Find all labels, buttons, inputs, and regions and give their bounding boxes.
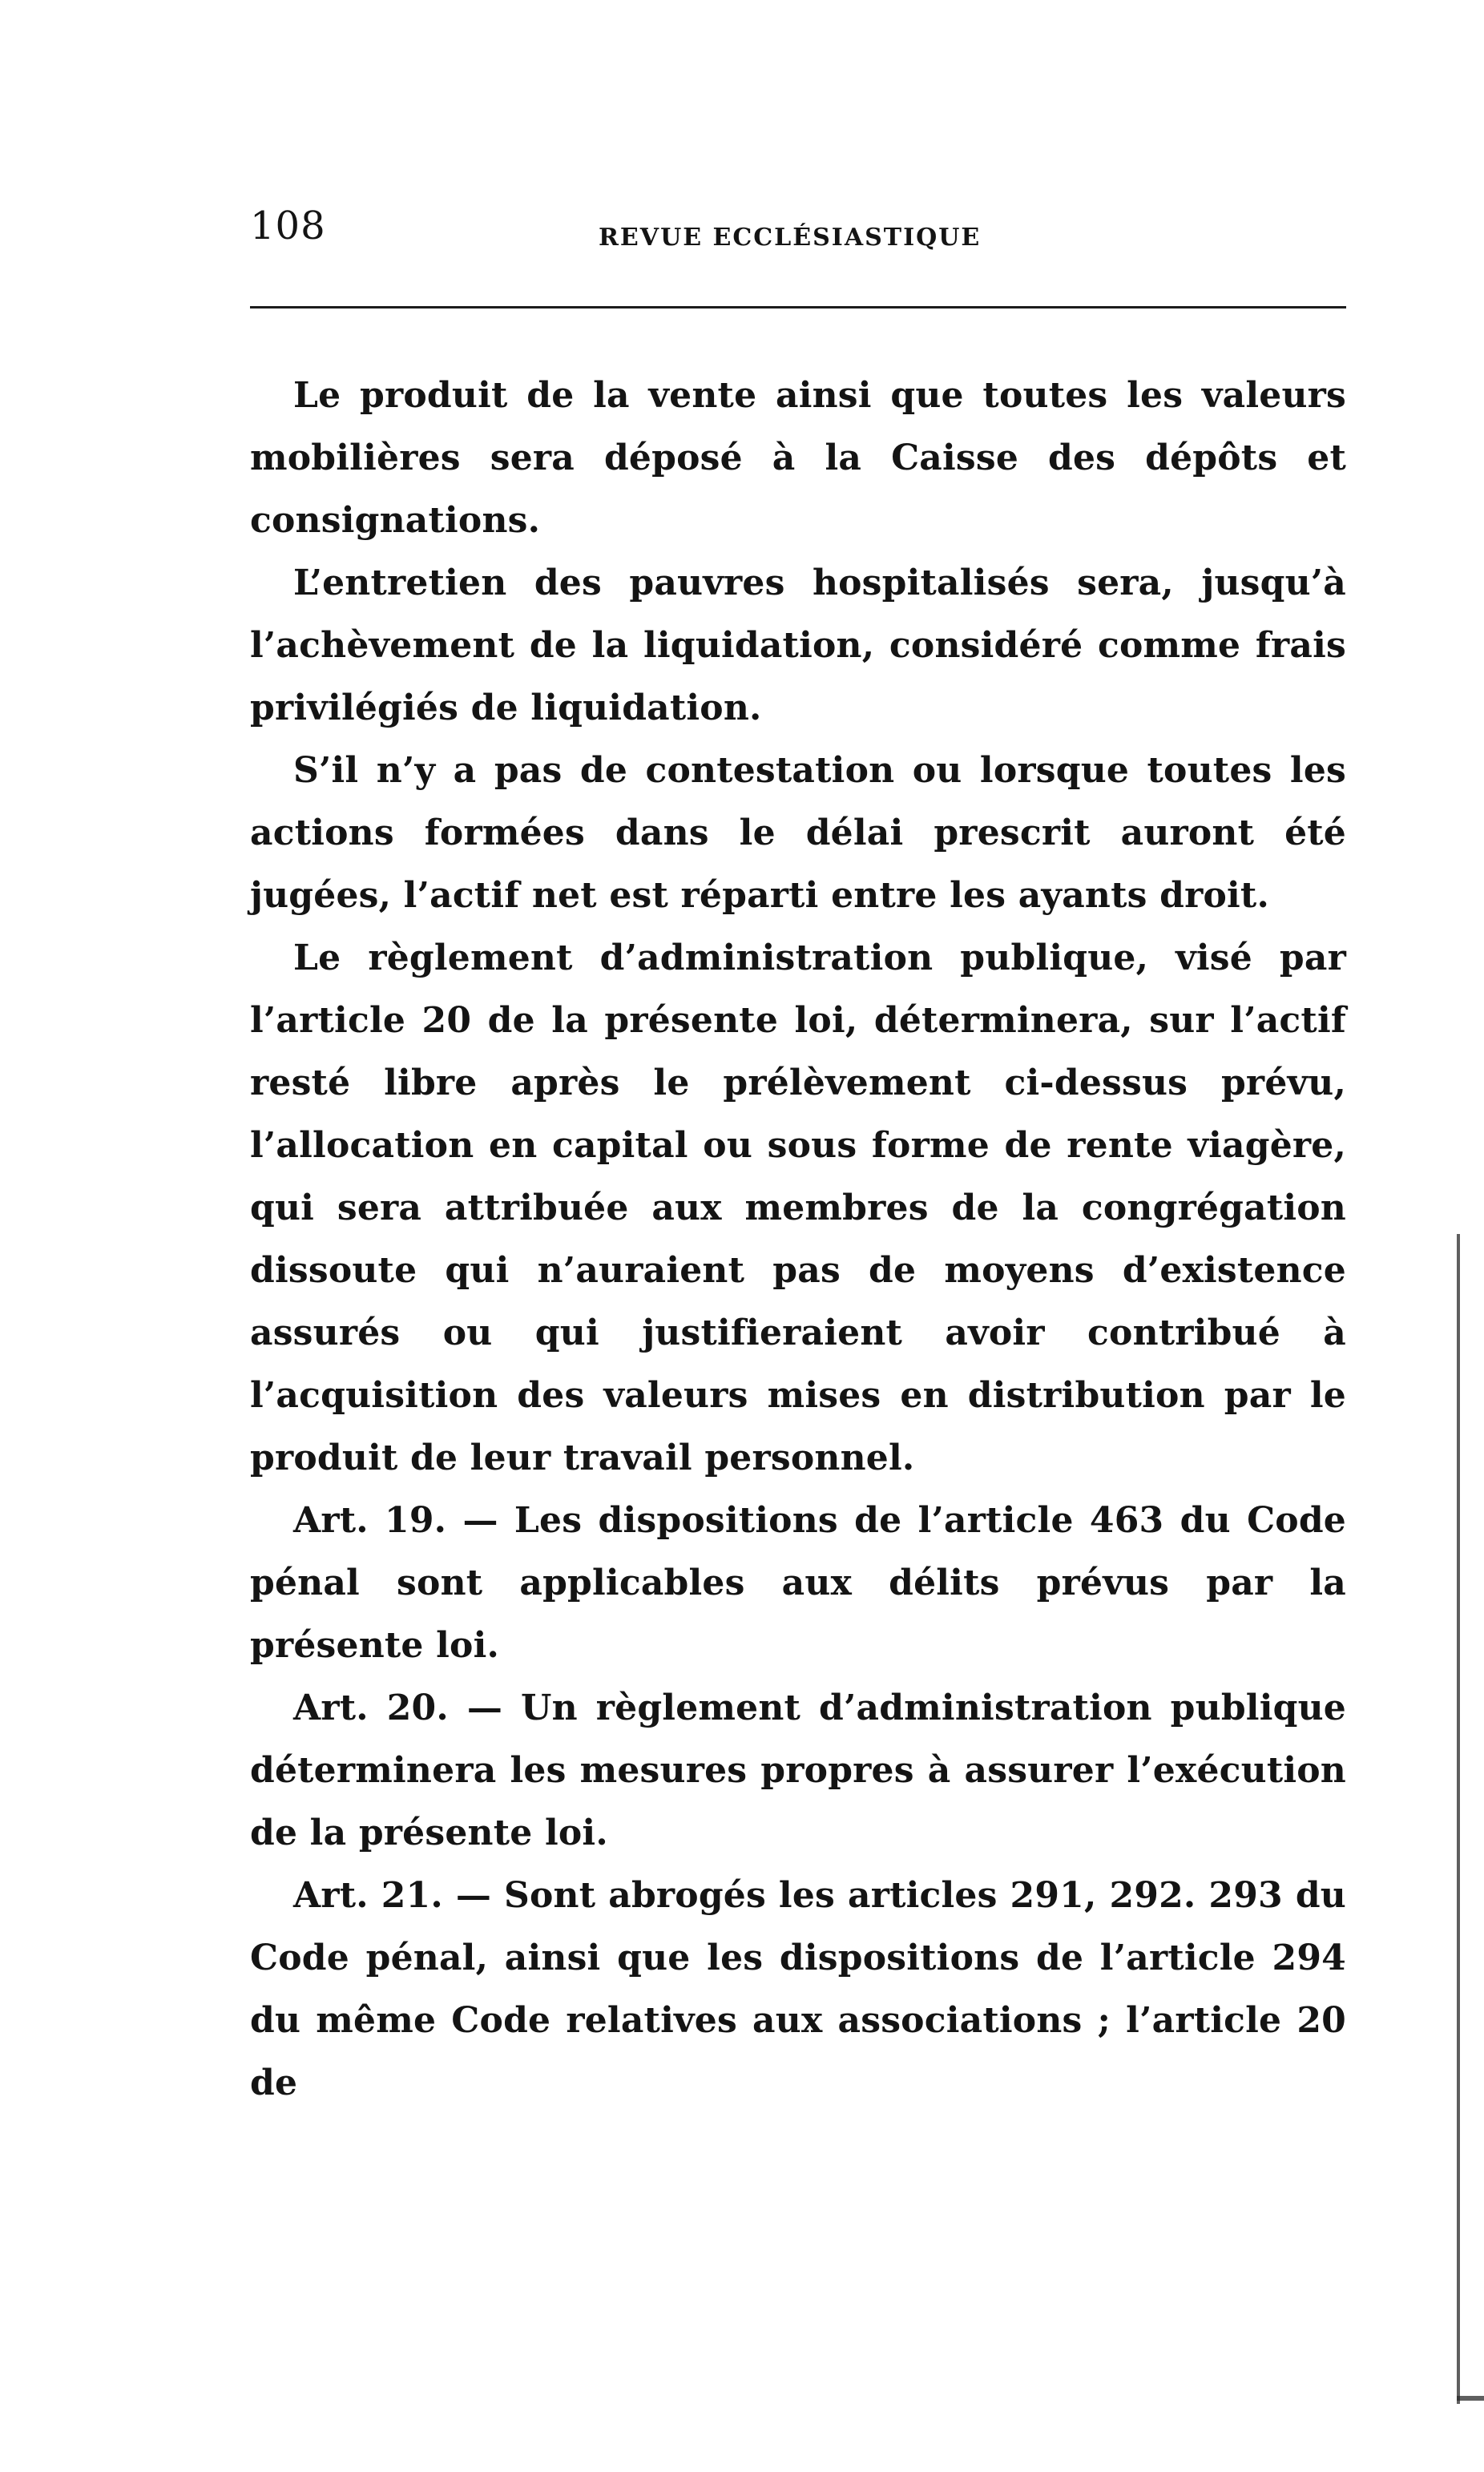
paragraph-sale-proceeds: Le produit de la vente ainsi que toutes les valeurs mobilières sera déposé à la Caisse des dépôts et consignations. (250, 375, 1346, 541)
paragraph-net-assets: S’il n’y a pas de contestation ou lorsque toutes les actions formées dans le délai prescrit auront été jugées, l’actif net est réparti entre les ayants droit. (250, 750, 1346, 916)
running-head (250, 204, 1346, 271)
article-21: Art. 21. — Sont abrogés les articles 291, 292. 293 du Code pénal, ainsi que les dispositions de l’article 294 du même Code relatives aux associations ; l’article 20 de (250, 1875, 1346, 2103)
article-20: Art. 20. — Un règlement d’administration publique déterminera les mesures propres à assurer l’exécution de la présente loi. (250, 1688, 1346, 1853)
body-text (250, 365, 1346, 2115)
page-number: 108 (250, 204, 326, 248)
scan-edge-foot (1457, 2396, 1484, 2401)
journal-title: REVUE ECCLÉSIASTIQUE (599, 224, 982, 252)
article-19: Art. 19. — Les dispositions de l’article 463 du Code pénal sont applicables aux délits prévus par la présente loi. (250, 1500, 1346, 1666)
scan-edge-line (1457, 1234, 1460, 2404)
paragraph-hospitalized-poor: L’entretien des pauvres hospitalisés sera, jusqu’à l’achèvement de la liquidation, considéré comme frais privilégiés de liquidation. (250, 563, 1346, 728)
paragraph-administrative-regulation: Le règlement d’administration publique, visé par l’article 20 de la présente loi, déterminera, sur l’actif resté libre après le prélèvement ci-dessus prévu, l’allocation en capital ou sous forme de rente viagère, qui sera attribuée aux membres de la congrégation dissoute qui n’auraient pas de moyens d’existence assurés ou qui justifieraient avoir contribué à l’acquisition des valeurs mises en distribution par le produit de leur travail personnel. (250, 938, 1346, 1478)
header-rule (250, 306, 1346, 308)
